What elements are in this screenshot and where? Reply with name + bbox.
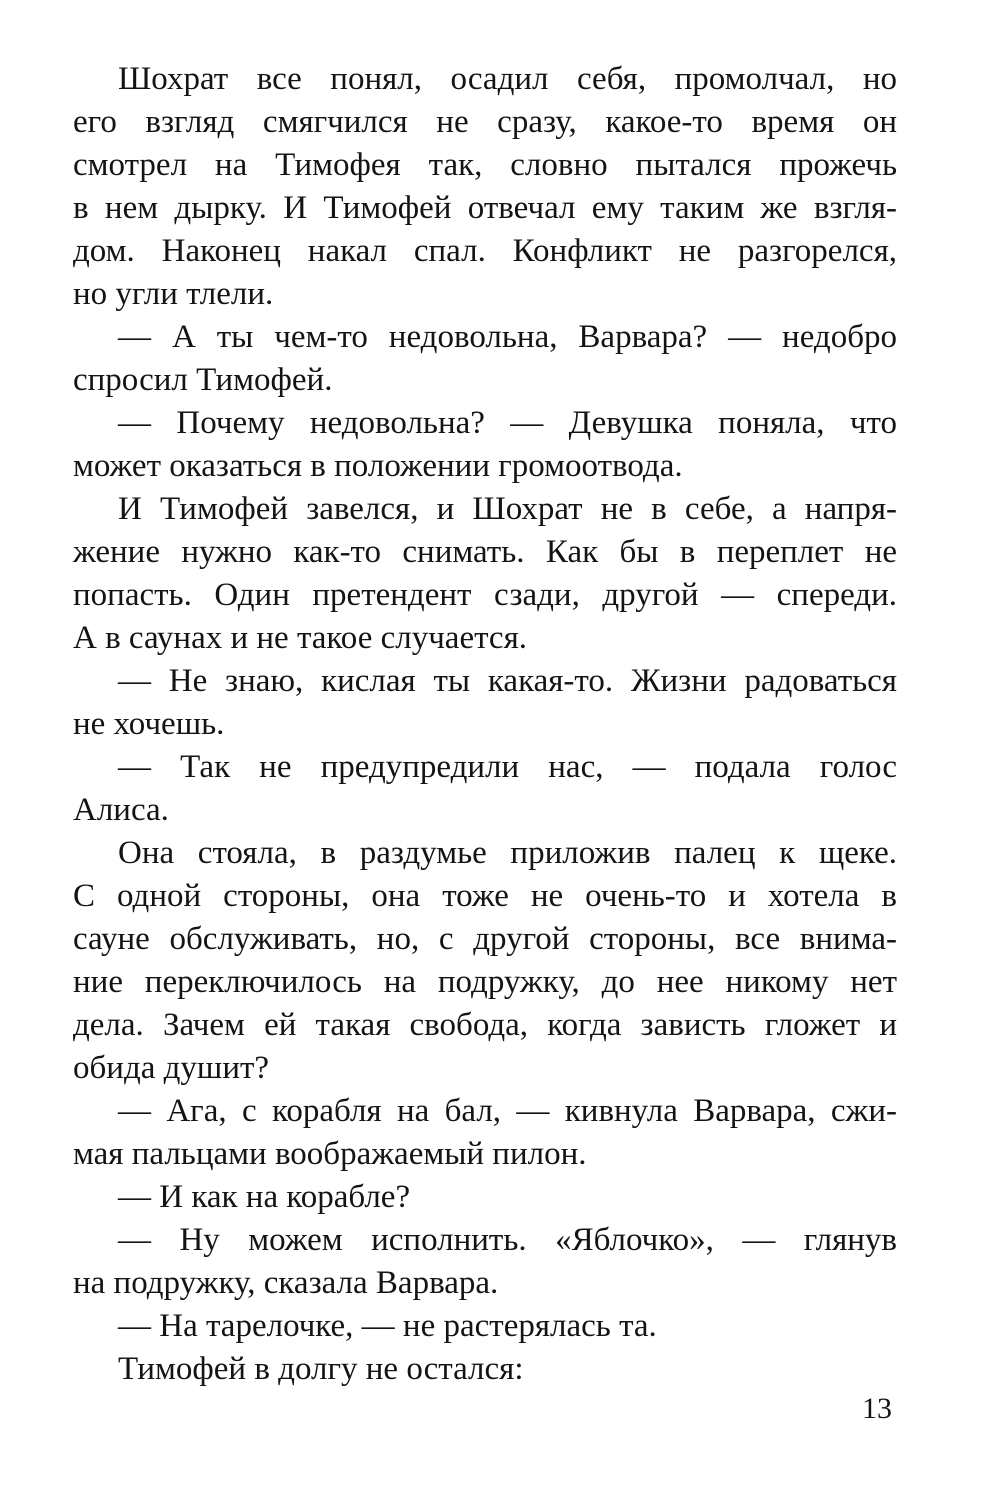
paragraph bbox=[73, 1219, 897, 1305]
text-line: — На тарелочке, — не растерялась та. bbox=[118, 1308, 657, 1344]
text-line: в нем дырку. И Тимофей отвечал ему таким же взгля- bbox=[73, 190, 897, 226]
text-line: дом. Наконец накал спал. Конфликт не разгорелся, bbox=[73, 233, 897, 269]
text-line: А в саунах и не такое случается. bbox=[73, 620, 527, 656]
text-line: — А ты чем-то недовольна, Варвара? — недобро bbox=[118, 319, 897, 355]
text-line: его взгляд смягчился не сразу, какое-то время он bbox=[73, 104, 897, 140]
paragraph bbox=[73, 1348, 897, 1391]
paragraph bbox=[73, 832, 897, 1090]
paragraph bbox=[73, 1176, 897, 1219]
text-line: ние переключилось на подружку, до нее никому нет bbox=[73, 964, 897, 1000]
paragraph bbox=[73, 488, 897, 660]
text-line: мая пальцами воображаемый пилон. bbox=[73, 1136, 587, 1172]
paragraph bbox=[73, 660, 897, 746]
text-line: может оказаться в положении громоотвода. bbox=[73, 448, 683, 484]
text-line: не хочешь. bbox=[73, 706, 225, 742]
text-line: смотрел на Тимофея так, словно пытался прожечь bbox=[73, 147, 897, 183]
text-line: — Так не предупредили нас, — подала голос bbox=[118, 749, 897, 785]
text-line: — Ну можем исполнить. «Яблочко», — глянув bbox=[118, 1222, 897, 1258]
text-line: попасть. Один претендент сзади, другой — спереди. bbox=[73, 577, 897, 613]
text-line: спросил Тимофей. bbox=[73, 362, 333, 398]
text-line: И Тимофей завелся, и Шохрат не в себе, а напря- bbox=[118, 491, 897, 527]
text-line: Шохрат все понял, осадил себя, промолчал, но bbox=[118, 61, 897, 97]
paragraph bbox=[73, 402, 897, 488]
page-number: 13 bbox=[862, 1392, 892, 1425]
text-line: дела. Зачем ей такая свобода, когда зависть гложет и bbox=[73, 1007, 897, 1043]
paragraph bbox=[73, 746, 897, 832]
text-line: жение нужно как-то снимать. Как бы в переплет не bbox=[73, 534, 897, 570]
text-line: но угли тлели. bbox=[73, 276, 274, 312]
paragraph bbox=[73, 1305, 897, 1348]
text-line: — Почему недовольна? — Девушка поняла, что bbox=[118, 405, 897, 441]
text-line: Тимофей в долгу не остался: bbox=[118, 1351, 524, 1387]
text-line: обида душит? bbox=[73, 1050, 270, 1086]
page-body bbox=[73, 58, 897, 1391]
text-line: — Не знаю, кислая ты какая-то. Жизни радоваться bbox=[118, 663, 897, 699]
paragraph bbox=[73, 1090, 897, 1176]
text-line: на подружку, сказала Варвара. bbox=[73, 1265, 499, 1301]
paragraph bbox=[73, 316, 897, 402]
text-line: — И как на корабле? bbox=[118, 1179, 411, 1215]
text-line: С одной стороны, она тоже не очень-то и хотела в bbox=[73, 878, 897, 914]
text-line: Алиса. bbox=[73, 792, 169, 828]
text-line: Она стояла, в раздумье приложив палец к щеке. bbox=[118, 835, 897, 871]
paragraph bbox=[73, 58, 897, 316]
text-line: — Ага, с корабля на бал, — кивнула Варвара, сжи- bbox=[118, 1093, 897, 1129]
text-line: сауне обслуживать, но, с другой стороны, все внима- bbox=[73, 921, 897, 957]
